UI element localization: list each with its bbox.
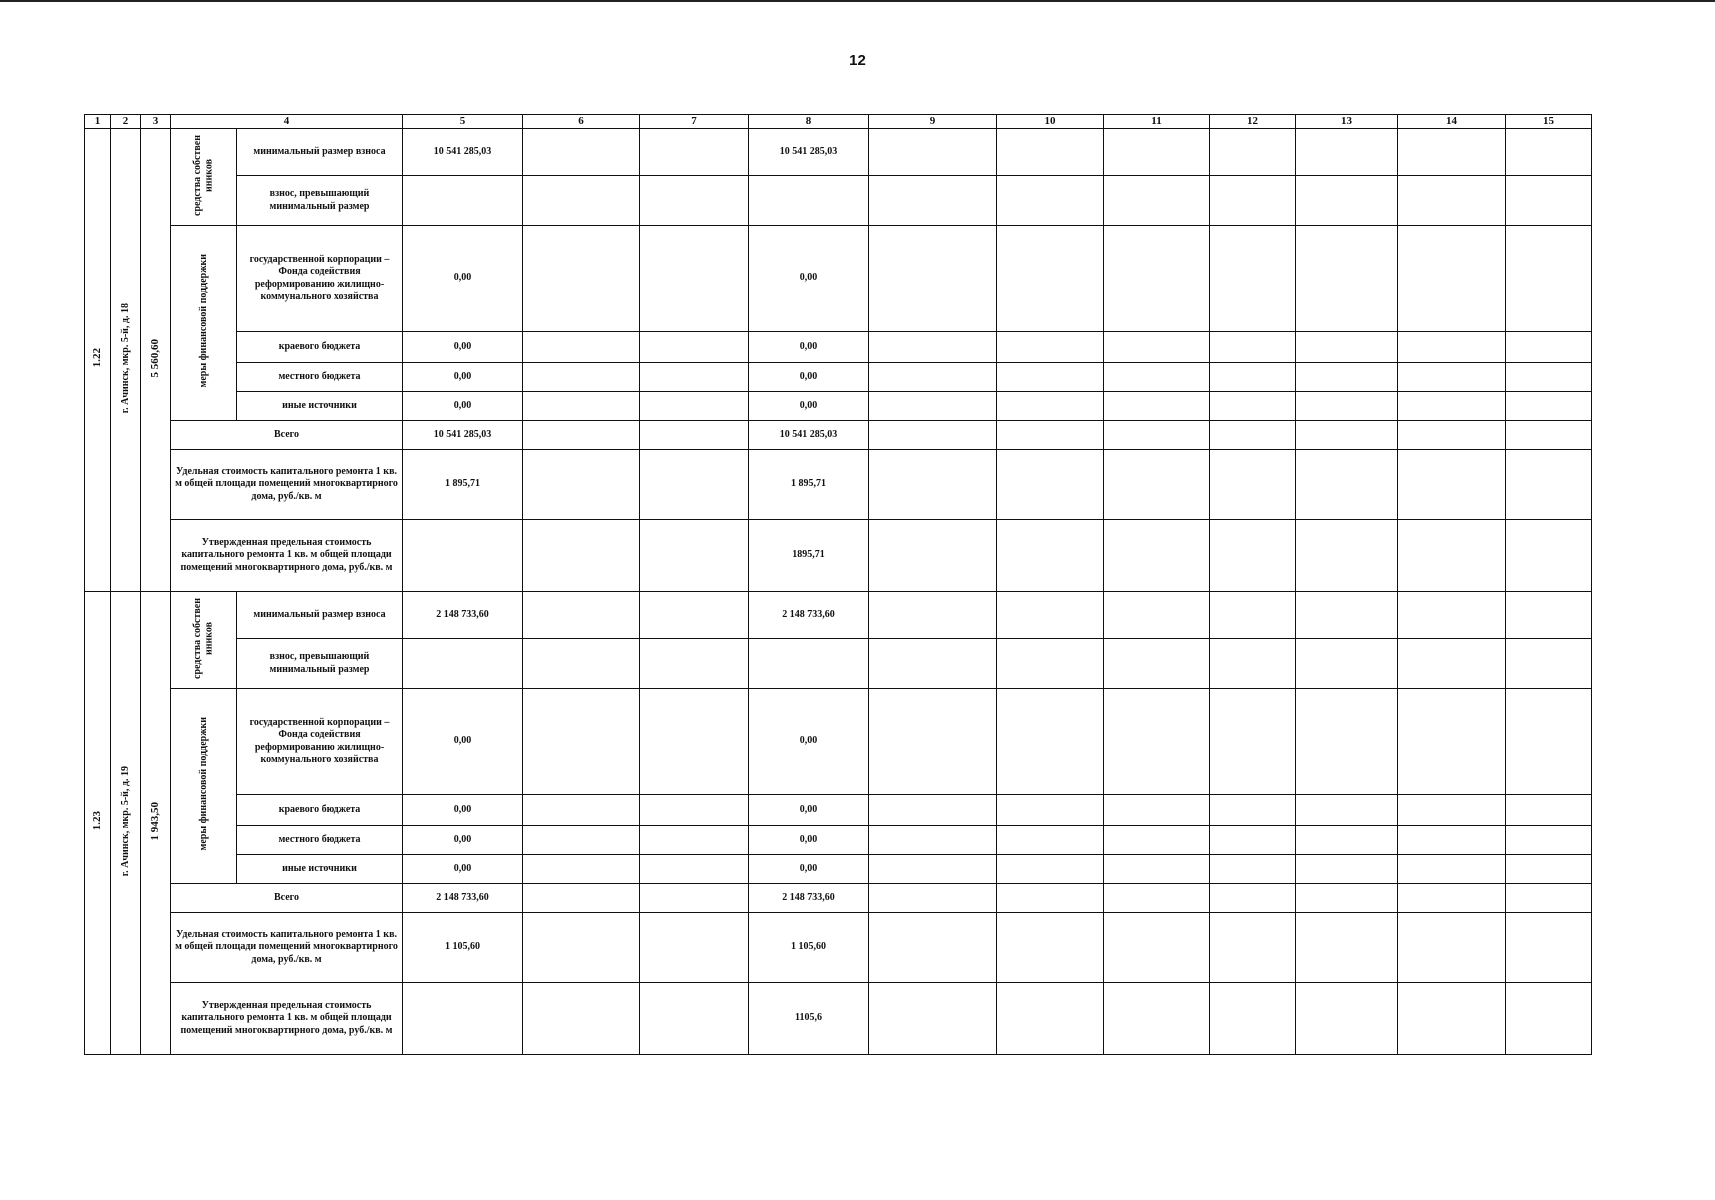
empty-cell — [1398, 392, 1506, 421]
empty-cell — [1506, 450, 1592, 520]
empty-cell — [869, 913, 997, 983]
empty-cell — [1296, 520, 1398, 592]
table-row — [85, 421, 1592, 450]
value-cell: 0,00 — [749, 392, 869, 421]
value-cell — [403, 639, 523, 689]
empty-cell — [869, 392, 997, 421]
value-cell — [403, 520, 523, 592]
empty-cell — [1506, 226, 1592, 332]
col-header: 2 — [111, 115, 141, 129]
empty-cell — [1296, 363, 1398, 392]
empty-cell — [1296, 592, 1398, 639]
empty-cell — [640, 421, 749, 450]
value-cell: 0,00 — [403, 332, 523, 363]
col-header: 9 — [869, 115, 997, 129]
empty-cell — [1398, 450, 1506, 520]
empty-cell — [640, 392, 749, 421]
empty-cell — [1506, 795, 1592, 826]
line-label: краевого бюджета — [237, 332, 403, 363]
empty-cell — [1210, 639, 1296, 689]
empty-cell — [640, 226, 749, 332]
col-header: 5 — [403, 115, 523, 129]
value-cell: 2 148 733,60 — [403, 884, 523, 913]
top-rule — [0, 0, 1715, 2]
row-address: г. Ачинск, мкр. 5-й, д. 18 — [111, 129, 141, 592]
empty-cell — [1506, 129, 1592, 176]
empty-cell — [1506, 421, 1592, 450]
empty-cell — [869, 226, 997, 332]
empty-cell — [1506, 176, 1592, 226]
table-row — [85, 129, 1592, 176]
line-label: иные источники — [237, 392, 403, 421]
col-header: 4 — [171, 115, 403, 129]
empty-cell — [997, 795, 1104, 826]
empty-cell — [640, 983, 749, 1055]
empty-cell — [1104, 913, 1210, 983]
table-row — [85, 826, 1592, 855]
value-cell: 0,00 — [749, 826, 869, 855]
empty-cell — [997, 392, 1104, 421]
empty-cell — [869, 520, 997, 592]
empty-cell — [1398, 421, 1506, 450]
empty-cell — [1296, 450, 1398, 520]
table-row — [85, 983, 1592, 1055]
group-owners-funds: средства собствен иников — [171, 592, 237, 689]
empty-cell — [1104, 795, 1210, 826]
empty-cell — [1104, 855, 1210, 884]
table-row — [85, 855, 1592, 884]
empty-cell — [1296, 689, 1398, 795]
empty-cell — [1210, 689, 1296, 795]
row-area: 1 943,50 — [141, 592, 171, 1055]
empty-cell — [1296, 129, 1398, 176]
value-cell: 2 148 733,60 — [403, 592, 523, 639]
empty-cell — [523, 421, 640, 450]
empty-cell — [997, 855, 1104, 884]
empty-cell — [1210, 983, 1296, 1055]
empty-cell — [997, 689, 1104, 795]
empty-cell — [1296, 795, 1398, 826]
capital-repair-table — [84, 114, 1592, 1055]
value-cell: 2 148 733,60 — [749, 592, 869, 639]
empty-cell — [523, 392, 640, 421]
empty-cell — [523, 639, 640, 689]
value-cell — [749, 639, 869, 689]
group-owners-funds: средства собствен иников — [171, 129, 237, 226]
empty-cell — [523, 913, 640, 983]
table-row — [85, 176, 1592, 226]
empty-cell — [1398, 129, 1506, 176]
empty-cell — [1296, 983, 1398, 1055]
empty-cell — [523, 129, 640, 176]
table-row — [85, 795, 1592, 826]
empty-cell — [997, 592, 1104, 639]
empty-cell — [640, 639, 749, 689]
line-label: взнос, превышающий минимальный размер — [237, 176, 403, 226]
col-header: 13 — [1296, 115, 1398, 129]
line-label: местного бюджета — [237, 363, 403, 392]
value-cell: 1 105,60 — [749, 913, 869, 983]
empty-cell — [997, 226, 1104, 332]
empty-cell — [1296, 855, 1398, 884]
empty-cell — [997, 520, 1104, 592]
empty-cell — [1398, 689, 1506, 795]
value-cell: 1 895,71 — [749, 450, 869, 520]
empty-cell — [869, 421, 997, 450]
empty-cell — [523, 226, 640, 332]
empty-cell — [1506, 884, 1592, 913]
empty-cell — [997, 913, 1104, 983]
table-row — [85, 592, 1592, 639]
total-label: Всего — [171, 421, 403, 450]
total-label: Всего — [171, 884, 403, 913]
empty-cell — [1210, 592, 1296, 639]
empty-cell — [523, 983, 640, 1055]
value-cell — [403, 176, 523, 226]
empty-cell — [1398, 226, 1506, 332]
empty-cell — [1104, 639, 1210, 689]
value-cell: 1895,71 — [749, 520, 869, 592]
empty-cell — [523, 689, 640, 795]
value-cell: 1 895,71 — [403, 450, 523, 520]
empty-cell — [869, 592, 997, 639]
empty-cell — [523, 884, 640, 913]
empty-cell — [997, 176, 1104, 226]
value-cell: 10 541 285,03 — [403, 421, 523, 450]
col-header: 14 — [1398, 115, 1506, 129]
table-row — [85, 520, 1592, 592]
empty-cell — [640, 129, 749, 176]
empty-cell — [640, 332, 749, 363]
empty-cell — [1210, 826, 1296, 855]
empty-cell — [1104, 983, 1210, 1055]
empty-cell — [869, 363, 997, 392]
group-financial-support: меры финансовой поддержки — [171, 226, 237, 421]
value-cell: 0,00 — [403, 363, 523, 392]
empty-cell — [1506, 689, 1592, 795]
line-label: государственной корпорации – Фонда содействия реформированию жилищно-коммунального хозяйства — [237, 226, 403, 332]
empty-cell — [869, 450, 997, 520]
empty-cell — [1210, 129, 1296, 176]
empty-cell — [1104, 332, 1210, 363]
value-cell — [403, 983, 523, 1055]
col-header: 11 — [1104, 115, 1210, 129]
empty-cell — [1506, 592, 1592, 639]
empty-cell — [523, 176, 640, 226]
table-row — [85, 639, 1592, 689]
empty-cell — [1398, 795, 1506, 826]
group-financial-support: меры финансовой поддержки — [171, 689, 237, 884]
empty-cell — [640, 913, 749, 983]
col-header: 15 — [1506, 115, 1592, 129]
empty-cell — [1398, 520, 1506, 592]
empty-cell — [1104, 520, 1210, 592]
unit-cost-label: Удельная стоимость капитального ремонта 1 кв. м общей площади помещений многоквартирного дома, руб./кв. м — [171, 450, 403, 520]
empty-cell — [1506, 913, 1592, 983]
empty-cell — [1104, 884, 1210, 913]
col-header: 6 — [523, 115, 640, 129]
empty-cell — [1296, 392, 1398, 421]
empty-cell — [1398, 884, 1506, 913]
header-row — [85, 115, 1592, 129]
empty-cell — [1506, 826, 1592, 855]
empty-cell — [523, 450, 640, 520]
empty-cell — [1296, 639, 1398, 689]
empty-cell — [1296, 826, 1398, 855]
line-label: минимальный размер взноса — [237, 592, 403, 639]
table-row — [85, 363, 1592, 392]
empty-cell — [997, 884, 1104, 913]
empty-cell — [1210, 884, 1296, 913]
empty-cell — [523, 520, 640, 592]
empty-cell — [640, 450, 749, 520]
empty-cell — [1506, 983, 1592, 1055]
empty-cell — [1506, 855, 1592, 884]
empty-cell — [997, 983, 1104, 1055]
empty-cell — [1296, 884, 1398, 913]
empty-cell — [1296, 913, 1398, 983]
empty-cell — [1506, 363, 1592, 392]
empty-cell — [869, 983, 997, 1055]
empty-cell — [1210, 855, 1296, 884]
value-cell: 10 541 285,03 — [403, 129, 523, 176]
line-label: минимальный размер взноса — [237, 129, 403, 176]
table-row — [85, 884, 1592, 913]
value-cell: 1105,6 — [749, 983, 869, 1055]
empty-cell — [523, 332, 640, 363]
value-cell: 0,00 — [403, 689, 523, 795]
empty-cell — [997, 826, 1104, 855]
empty-cell — [523, 363, 640, 392]
empty-cell — [1210, 450, 1296, 520]
table-row — [85, 913, 1592, 983]
empty-cell — [1398, 826, 1506, 855]
empty-cell — [1398, 639, 1506, 689]
empty-cell — [640, 363, 749, 392]
value-cell: 0,00 — [749, 332, 869, 363]
empty-cell — [1398, 332, 1506, 363]
line-label: местного бюджета — [237, 826, 403, 855]
empty-cell — [1104, 689, 1210, 795]
empty-cell — [1210, 795, 1296, 826]
row-number: 1.22 — [85, 129, 111, 592]
row-area: 5 560,60 — [141, 129, 171, 592]
empty-cell — [1104, 392, 1210, 421]
value-cell: 0,00 — [403, 826, 523, 855]
empty-cell — [869, 826, 997, 855]
empty-cell — [869, 129, 997, 176]
value-cell: 0,00 — [749, 855, 869, 884]
empty-cell — [869, 884, 997, 913]
unit-cost-label: Удельная стоимость капитального ремонта 1 кв. м общей площади помещений многоквартирного дома, руб./кв. м — [171, 913, 403, 983]
empty-cell — [1506, 332, 1592, 363]
col-header: 7 — [640, 115, 749, 129]
empty-cell — [1506, 392, 1592, 421]
empty-cell — [1210, 392, 1296, 421]
value-cell: 0,00 — [749, 795, 869, 826]
empty-cell — [640, 855, 749, 884]
table-row — [85, 226, 1592, 332]
table-row — [85, 332, 1592, 363]
empty-cell — [997, 450, 1104, 520]
table-row — [85, 450, 1592, 520]
empty-cell — [1296, 421, 1398, 450]
empty-cell — [1210, 520, 1296, 592]
col-header: 1 — [85, 115, 111, 129]
line-label: иные источники — [237, 855, 403, 884]
value-cell: 10 541 285,03 — [749, 129, 869, 176]
approved-cost-label: Утвержденная предельная стоимость капитального ремонта 1 кв. м общей площади помещений многоквартирного дома, руб./кв. м — [171, 983, 403, 1055]
empty-cell — [1210, 913, 1296, 983]
line-label: государственной корпорации – Фонда содействия реформированию жилищно-коммунального хозяйства — [237, 689, 403, 795]
empty-cell — [869, 332, 997, 363]
table-row — [85, 392, 1592, 421]
empty-cell — [640, 884, 749, 913]
empty-cell — [523, 855, 640, 884]
empty-cell — [1104, 592, 1210, 639]
empty-cell — [1398, 176, 1506, 226]
row-address: г. Ачинск, мкр. 5-й, д. 19 — [111, 592, 141, 1055]
empty-cell — [869, 689, 997, 795]
value-cell — [749, 176, 869, 226]
empty-cell — [1104, 450, 1210, 520]
value-cell: 0,00 — [749, 226, 869, 332]
empty-cell — [1398, 592, 1506, 639]
empty-cell — [1398, 363, 1506, 392]
line-label: взнос, превышающий минимальный размер — [237, 639, 403, 689]
empty-cell — [869, 639, 997, 689]
empty-cell — [869, 176, 997, 226]
row-number: 1.23 — [85, 592, 111, 1055]
empty-cell — [997, 639, 1104, 689]
value-cell: 0,00 — [749, 689, 869, 795]
table-row — [85, 689, 1592, 795]
value-cell: 0,00 — [403, 855, 523, 884]
empty-cell — [1210, 421, 1296, 450]
value-cell: 0,00 — [749, 363, 869, 392]
value-cell: 2 148 733,60 — [749, 884, 869, 913]
empty-cell — [1210, 176, 1296, 226]
empty-cell — [1210, 363, 1296, 392]
col-header: 12 — [1210, 115, 1296, 129]
empty-cell — [523, 592, 640, 639]
empty-cell — [640, 176, 749, 226]
empty-cell — [640, 592, 749, 639]
empty-cell — [997, 363, 1104, 392]
empty-cell — [1104, 176, 1210, 226]
empty-cell — [640, 826, 749, 855]
empty-cell — [1210, 226, 1296, 332]
empty-cell — [523, 795, 640, 826]
col-header: 10 — [997, 115, 1104, 129]
empty-cell — [869, 795, 997, 826]
empty-cell — [640, 520, 749, 592]
value-cell: 0,00 — [403, 226, 523, 332]
empty-cell — [1506, 639, 1592, 689]
empty-cell — [1398, 913, 1506, 983]
empty-cell — [997, 129, 1104, 176]
empty-cell — [523, 826, 640, 855]
empty-cell — [1104, 826, 1210, 855]
line-label: краевого бюджета — [237, 795, 403, 826]
value-cell: 0,00 — [403, 795, 523, 826]
empty-cell — [997, 421, 1104, 450]
empty-cell — [1398, 855, 1506, 884]
empty-cell — [1104, 363, 1210, 392]
col-header: 8 — [749, 115, 869, 129]
empty-cell — [640, 795, 749, 826]
empty-cell — [1296, 176, 1398, 226]
empty-cell — [1506, 520, 1592, 592]
empty-cell — [1104, 226, 1210, 332]
empty-cell — [1104, 129, 1210, 176]
empty-cell — [1210, 332, 1296, 363]
empty-cell — [640, 689, 749, 795]
empty-cell — [1104, 421, 1210, 450]
approved-cost-label: Утвержденная предельная стоимость капитального ремонта 1 кв. м общей площади помещений многоквартирного дома, руб./кв. м — [171, 520, 403, 592]
page-number: 12 — [849, 52, 866, 69]
value-cell: 0,00 — [403, 392, 523, 421]
empty-cell — [869, 855, 997, 884]
empty-cell — [1296, 226, 1398, 332]
col-header: 3 — [141, 115, 171, 129]
empty-cell — [1398, 983, 1506, 1055]
value-cell: 1 105,60 — [403, 913, 523, 983]
empty-cell — [997, 332, 1104, 363]
empty-cell — [1296, 332, 1398, 363]
value-cell: 10 541 285,03 — [749, 421, 869, 450]
